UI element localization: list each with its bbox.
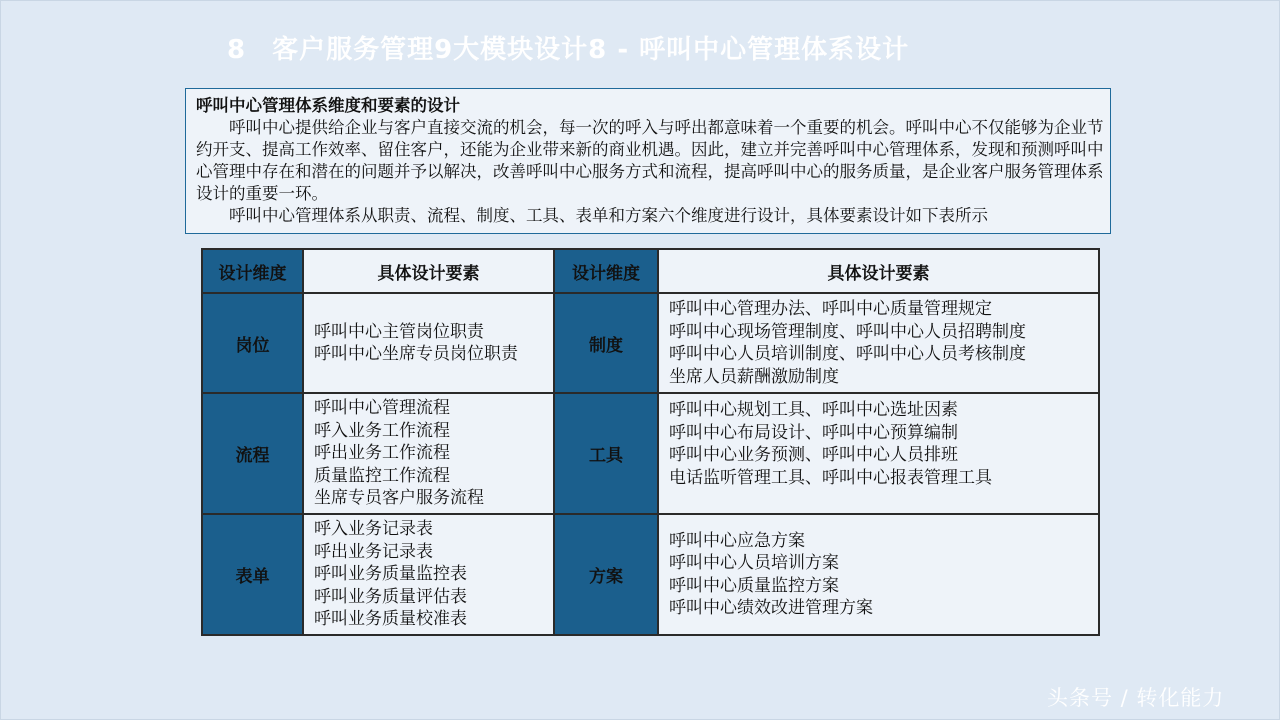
element-item: 呼叫中心布局设计、呼叫中心预算编制	[669, 422, 958, 443]
element-item: 呼叫中心管理办法、呼叫中心质量管理规定	[669, 299, 992, 319]
elements-cell	[658, 393, 1099, 514]
intro-paragraph: 呼叫中心提供给企业与客户直接交流的机会，每一次的呼入与呼出都意味着一个重要的机会。呼叫中心不仅能够为企业节约开支、提高工作效率、留住客户，还能为企业带来新的商业机遇。因此，建立并完善呼叫中心管理体系，发现和预测呼叫中心管理中存在和潜在的问题并予以解决，改善呼叫中心服务方式和流程，提高呼叫中心的服务质量，是企业客户服务管理体系设计的重要一环。	[196, 118, 1104, 203]
page-title	[227, 29, 909, 66]
table-row	[202, 514, 1099, 635]
element-item: 呼叫中心主管岗位职责	[314, 321, 484, 342]
element-item: 坐席人员薪酬激励制度	[669, 366, 839, 387]
column-header: 具体设计要素	[658, 249, 1099, 293]
element-item: 呼叫中心人员培训制度、呼叫中心人员考核制度	[669, 344, 1026, 364]
elements-cell	[658, 293, 1099, 393]
element-item: 呼叫中心应急方案	[669, 530, 805, 551]
element-item: 呼叫中心人员培训方案	[669, 553, 839, 573]
dimension-cell: 表单	[202, 514, 303, 635]
design-table	[201, 248, 1100, 636]
element-item: 坐席专员客户服务流程	[314, 488, 484, 509]
element-item: 呼叫中心绩效改进管理方案	[669, 598, 873, 618]
dimension-cell: 流程	[202, 393, 303, 514]
element-item: 质量监控工作流程	[314, 465, 450, 486]
element-item: 呼叫业务质量校准表	[314, 609, 467, 630]
element-item: 呼叫中心规划工具、呼叫中心选址因素	[669, 400, 958, 420]
element-item: 电话监听管理工具、呼叫中心报表管理工具	[669, 467, 992, 488]
elements-cell	[303, 393, 554, 514]
elements-cell	[658, 514, 1099, 635]
column-header: 设计维度	[554, 249, 658, 293]
element-item: 呼叫中心坐席专员岗位职责	[314, 344, 518, 364]
title-text: 客户服务管理9大模块设计8 - 呼叫中心管理体系设计	[272, 35, 910, 65]
elements-cell	[303, 293, 554, 393]
element-item: 呼叫中心管理流程	[314, 398, 450, 419]
dimension-cell: 方案	[554, 514, 658, 635]
element-item: 呼叫中心业务预测、呼叫中心人员排班	[669, 445, 958, 465]
element-item: 呼叫业务质量评估表	[314, 586, 467, 607]
table-header-row	[202, 249, 1099, 293]
intro-paragraph: 呼叫中心管理体系从职责、流程、制度、工具、表单和方案六个维度进行设计，具体要素设计如下表所示	[229, 206, 988, 225]
element-item: 呼叫中心现场管理制度、呼叫中心人员招聘制度	[669, 321, 1026, 342]
element-item: 呼叫中心质量监控方案	[669, 575, 839, 596]
dimension-cell: 工具	[554, 393, 658, 514]
column-header: 具体设计要素	[303, 249, 554, 293]
intro-box	[185, 88, 1111, 234]
column-header: 设计维度	[202, 249, 303, 293]
element-item: 呼入业务记录表	[314, 519, 433, 540]
dimension-cell: 制度	[554, 293, 658, 393]
section-number: 8	[227, 35, 247, 65]
table-row	[202, 393, 1099, 514]
element-item: 呼出业务记录表	[314, 541, 433, 562]
elements-cell	[303, 514, 554, 635]
element-item: 呼入业务工作流程	[314, 420, 450, 441]
watermark: 头条号 / 转化能力	[1047, 686, 1225, 710]
intro-title: 呼叫中心管理体系维度和要素的设计	[196, 96, 460, 115]
element-item: 呼出业务工作流程	[314, 443, 450, 464]
dimension-cell: 岗位	[202, 293, 303, 393]
element-item: 呼叫业务质量监控表	[314, 564, 467, 585]
table-row	[202, 293, 1099, 393]
